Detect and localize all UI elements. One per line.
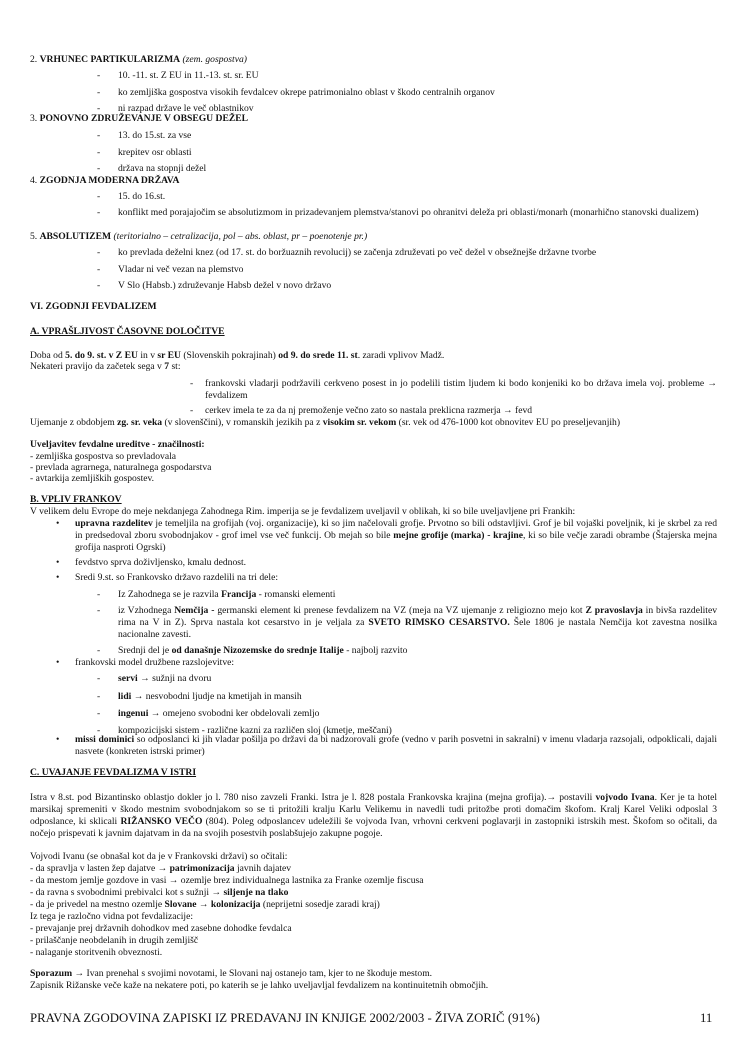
text-run: 13. do 15.st. za vse — [118, 130, 192, 141]
text-run: Iz tega je razločno vidna pot fevdalizacije: — [30, 911, 194, 922]
list-item — [75, 572, 717, 584]
text-run: servi — [118, 673, 138, 684]
dash-marker: - — [97, 725, 101, 736]
text-run: od današnje Nizozemske do srednje Italije — [171, 645, 344, 656]
text-run: upravna razdelitev — [75, 518, 153, 529]
text-run: Sredi 9.st. so Frankovsko državo razdelili na tri dele: — [75, 572, 279, 583]
text-run: ko zemljiška gospostva visokih fevdalcev okrepe patrimonialno oblast v škodo centralnih organov — [118, 87, 495, 98]
paragraph — [30, 911, 717, 923]
list-item — [118, 264, 717, 276]
list-item — [118, 589, 717, 601]
text-run: , ki so bile večje zaradi obrambe (Štajerska mejna grofija nasproti Ogrski) — [75, 530, 718, 553]
text-run: kompozicijski sistem - različne kazni za različen sloj (kmetje, meščani) — [118, 725, 392, 736]
text-run: (neprijetni sosedje zaradi kraj) — [260, 899, 380, 910]
text-run: lidi — [118, 691, 132, 702]
list-item — [118, 280, 717, 292]
dash-marker: - — [97, 191, 101, 202]
text-run: - najbolj razvito — [343, 645, 408, 656]
list-item — [118, 191, 717, 203]
paragraph — [30, 899, 717, 911]
dash-marker: - — [97, 130, 101, 141]
page-footer: PRAVNA ZGODOVINA ZAPISKI IZ PREDAVANJ IN KNJIGE 2002/2003 - ŽIVA ZORIČ (91%) — [30, 1011, 540, 1025]
text-run: ABSOLUTIZEM — [39, 231, 112, 242]
list-item — [118, 708, 717, 720]
list-item — [118, 645, 717, 657]
text-run: fevdstvo sprva doživljensko, kmalu dednost. — [75, 557, 247, 568]
list-item — [75, 734, 717, 758]
dash-marker: - — [97, 70, 101, 81]
text-run: javnih dajatev — [234, 863, 292, 874]
text-run: visokim sr. vekom — [322, 417, 397, 428]
text-run: - prevlada agrarnega, naturalnega gospodarstva — [30, 462, 212, 473]
text-run: ingenui — [118, 708, 149, 719]
text-run: 10. -11. st. Z EU in 11.-13. st. sr. EU — [118, 70, 259, 81]
text-run: - nalaganje storitvenih obveznosti. — [30, 947, 163, 958]
page-number: 11 — [700, 1011, 713, 1025]
dash-marker: - — [97, 207, 101, 218]
list-item — [118, 691, 717, 703]
text-run: in bivša razdelitev rima na V in Z). Sprva nastala kot cesarstvo in je veljala za — [118, 605, 718, 628]
text-run: Z pravoslavja — [585, 605, 643, 616]
text-run: Uveljavitev fevdalne ureditve - značilnosti: — [30, 439, 205, 450]
dash-marker: - — [97, 645, 101, 656]
list-item — [118, 247, 717, 259]
text-run: - da mestom jemlje gozdove in vasi → ozemlje brez individualnega lastnika za Franke ozemlje fiscusa — [30, 875, 424, 886]
text-run: krepitev osr oblasti — [118, 147, 192, 158]
dash-marker: - — [97, 280, 101, 291]
list-item — [118, 605, 717, 641]
bullet-icon: • — [56, 657, 60, 668]
list-item — [118, 147, 717, 159]
paragraph — [30, 887, 717, 899]
text-run: Srednji del je — [118, 645, 172, 656]
text-run: - da spravlja v lasten žep dajatve → — [30, 863, 170, 874]
text-run: (Slovenskih pokrajinah) — [180, 350, 279, 361]
text-run: VI. ZGODNJI FEVDALIZEM — [30, 301, 157, 312]
text-run: C. UVAJANJE FEVDALIZMA V ISTRI — [30, 767, 197, 778]
text-run: patrimonizacija — [169, 863, 235, 874]
text-run: cerkev imela te za da nj premoženje večno zato so nastala preklicna razmerja → fevd — [205, 405, 533, 416]
text-run: (v slovenščini), v romanskih jezikih pa z — [162, 417, 323, 428]
paragraph — [30, 439, 717, 451]
text-run: Šele 1806 je nastala Nemčija kot zavestna nosilka nacionalne zavesti. — [118, 617, 717, 640]
text-run: Vojvodi Ivanu (se obnašal kot da je v Frankovski državi) so očitali: — [30, 851, 288, 862]
dash-marker: - — [190, 378, 194, 389]
text-run: Nemčija - — [174, 605, 215, 616]
dash-marker: - — [190, 405, 194, 416]
text-run: Doba od — [30, 350, 66, 361]
text-run: V Slo (Habsb.) združevanje Habsb dežel v novo državo — [118, 280, 332, 291]
text-run: 15. do 16.st. — [118, 191, 166, 202]
text-run: RIŽANSKO VEČO — [120, 816, 203, 827]
paragraph — [30, 506, 717, 518]
text-run: Slovane → kolonizacija — [164, 899, 261, 910]
dash-marker: - — [97, 264, 101, 275]
list-item — [118, 163, 717, 175]
text-run: frankovski model družbene razslojevitve: — [75, 657, 235, 668]
text-run: V velikem delu Evrope do meje nekdanjega Zahodnega Rim. imperija se je fevdalizem uveljavil v oblikah, ki so bile uveljavljene pri Frankih: — [30, 506, 576, 517]
text-run: - da ravna s svobodnimi prebivalci kot s sužnji → — [30, 887, 224, 898]
list-item — [118, 70, 717, 82]
dash-marker: - — [97, 605, 101, 616]
dash-marker: - — [97, 691, 101, 702]
section-heading — [30, 494, 717, 506]
paragraph — [30, 792, 717, 840]
text-run: A. VPRAŠLJIVOST ČASOVNE DOLOČITVE — [30, 326, 225, 337]
dash-marker: - — [97, 147, 101, 158]
text-run: - zemljiška gospostva so prevladovala — [30, 451, 177, 462]
list-item — [75, 518, 717, 554]
paragraph — [30, 417, 717, 429]
text-run: - avtarkija zemljiških gospostev. — [30, 473, 155, 484]
text-run: . Ker je ta hotel marsikaj spremeniti v škodo mestnim svobodnjakom so se ti pritožili kralju Karlu Velikemu in navedli tudi pritožbe proti domačim škofom. Kralj Karel Veliki odposlal 3 odposlance, ki sklicali — [30, 792, 718, 827]
text-run: (sr. vek od 476-1000 kot obnovitev EU po preseljevanjih) — [396, 417, 621, 428]
paragraph — [30, 863, 717, 875]
paragraph — [30, 875, 717, 887]
text-run: država na stopnji dežel — [118, 163, 207, 174]
text-run: siljenje na tlako — [223, 887, 289, 898]
text-run: 4. — [30, 175, 40, 186]
dash-marker: - — [97, 589, 101, 600]
text-run: 5. do 9. st. v Z EU — [65, 350, 138, 361]
text-run: Zapisnik Rižanske veče kaže na nekatere poti, po katerih se je lahko uveljavljal fevdalizem na kontinuitetnih območjih. — [30, 980, 489, 991]
text-run: Iz Zahodnega se je razvila — [118, 589, 222, 600]
text-run: SVETO RIMSKO CESARSTVO. — [368, 617, 510, 628]
section-heading — [30, 54, 717, 66]
list-item — [205, 405, 717, 417]
dash-marker: - — [97, 163, 101, 174]
text-run: (804). Poleg odposlancev udeležili še vojvoda Ivan, vrhovni cerkveni poglavarji in zastopniki istrskih mest. Škofom so očitali, da nočejo prispevati k javnim dajatvam in da na svojih posestvih poslabšujejo zakupne pogoje. — [30, 816, 717, 839]
section-heading — [30, 113, 717, 125]
paragraph — [30, 968, 717, 980]
text-run: ko prevlada deželni knez (od 17. st. do boržuaznih revolucij) se začenja združevati po več dežel v obsežnejše državne tvorbe — [118, 247, 597, 258]
section-heading — [30, 767, 717, 779]
list-item — [205, 378, 717, 402]
bullet-icon: • — [56, 572, 60, 583]
text-run: Ujemanje z obdobjem — [30, 417, 118, 428]
text-run: → sužnji na dvoru — [137, 673, 212, 684]
text-run: iz Vzhodnega — [118, 605, 175, 616]
text-run: in v — [137, 350, 158, 361]
text-run: (teritorialno – cetralizacija, pol – abs. oblast, pr – poenotenje pr.) — [113, 231, 368, 242]
text-run: zg. sr. veka — [117, 417, 163, 428]
paragraph — [30, 935, 717, 947]
paragraph — [30, 851, 717, 863]
bullet-icon: • — [56, 557, 60, 568]
text-run: → nesvobodni ljudje na kmetijah in mansih — [131, 691, 302, 702]
text-run: konflikt med porajajočim se absolutizmom in prizadevanjem plemstva/stanovi po ohranitvi deleža pri oblasti/monarh (monarhično stanovski dualizem) — [118, 207, 699, 218]
text-run: ni razpad države le več oblastnikov — [118, 103, 254, 114]
text-run: germanski element ki prenese fevdalizem na VZ (meja na VZ ujemanje z religiozno mejo kot — [214, 605, 586, 616]
list-item — [75, 657, 717, 669]
text-run: ZGODNJA MODERNA DRŽAVA — [39, 175, 180, 186]
text-run: vojvodo Ivana — [595, 792, 655, 803]
paragraph — [30, 923, 717, 935]
text-run: 3. — [30, 113, 40, 124]
text-run: - prevajanje prej državnih dohodkov med zasebne dohodke fevdalca — [30, 923, 292, 934]
text-run: frankovski vladarji podržavili cerkveno posest in jo podelili tistim ljudem ki bodo konjeniki ko bo država imela voj. probleme → fevdalizem — [205, 378, 717, 401]
text-run: 7 — [164, 361, 170, 372]
dash-marker: - — [97, 103, 101, 114]
bullet-icon: • — [56, 734, 60, 745]
paragraph — [30, 361, 717, 373]
text-run: Vladar ni več vezan na plemstvo — [118, 264, 244, 275]
list-item — [118, 207, 717, 219]
text-run: Francija — [221, 589, 257, 600]
dash-marker: - — [97, 87, 101, 98]
text-run: - romanski elementi — [256, 589, 336, 600]
text-run: - da je privedel na mestno ozemlje — [30, 899, 165, 910]
text-run: so odposlanci ki jih vladar pošilja po državi da bi nadzorovali grofe (vedno v parih posvetni in sakralni) v imenu vladarja razsojali, odpoklicali, dajali nasvete (konkreten istrski primer) — [75, 734, 718, 757]
text-run: Sporazum — [30, 968, 73, 979]
bullet-icon: • — [56, 518, 60, 529]
text-run: 2. — [30, 54, 40, 65]
dash-marker: - — [97, 673, 101, 684]
text-run: missi dominici — [75, 734, 135, 745]
text-run: VRHUNEC PARTIKULARIZMA — [39, 54, 181, 65]
text-run: (zem. gospostva) — [182, 54, 247, 65]
text-run: st: — [169, 361, 181, 372]
text-run: je temeljila na grofijah (voj. organizacije), ki so jim načelovali grofje. Prvotno so bili odstavljivi. Grof je bil vojaški poveljnik, ki je skrbel za red in predsedoval zboru svobodnjakov - grof imel vse več funkcij. Ob mejah so bile — [75, 518, 717, 541]
list-item — [118, 130, 717, 142]
text-run: Nekateri pravijo da začetek sega v — [30, 361, 165, 372]
list-item — [75, 557, 717, 569]
text-run: 5. — [30, 231, 40, 242]
text-run: od 9. do srede 11. st — [278, 350, 358, 361]
text-run: - prilaščanje neobdelanih in drugih zemljišč — [30, 935, 199, 946]
dash-marker: - — [97, 247, 101, 258]
paragraph — [30, 947, 717, 959]
text-run: sr EU — [157, 350, 181, 361]
text-run: mejne grofije (marka) - krajine — [393, 530, 524, 541]
text-run: B. VPLIV FRANKOV — [30, 494, 122, 505]
text-run: . zaradi vplivov Madž. — [357, 350, 445, 361]
section-heading — [30, 301, 717, 313]
text-run: PONOVNO ZDRUŽEVANJE V OBSEGU DEŽEL — [39, 113, 249, 124]
section-heading — [30, 175, 717, 187]
paragraph — [30, 473, 717, 485]
text-run: Istra v 8.st. pod Bizantinsko oblastjo dokler jo l. 780 niso zavzeli Franki. Istra je l. 828 postala Frankovska krajina (mejna grofija).→ postavili — [30, 792, 596, 803]
list-item — [118, 673, 717, 685]
text-run: → omejeno svobodni ker obdelovali zemljo — [148, 708, 320, 719]
section-heading — [30, 231, 717, 243]
dash-marker: - — [97, 708, 101, 719]
list-item — [118, 87, 717, 99]
section-heading — [30, 326, 717, 338]
text-run: → Ivan prenehal s svojimi novotami, le Slovani naj ostanejo tam, kjer to ne škoduje mestom. — [72, 968, 433, 979]
paragraph — [30, 980, 717, 992]
